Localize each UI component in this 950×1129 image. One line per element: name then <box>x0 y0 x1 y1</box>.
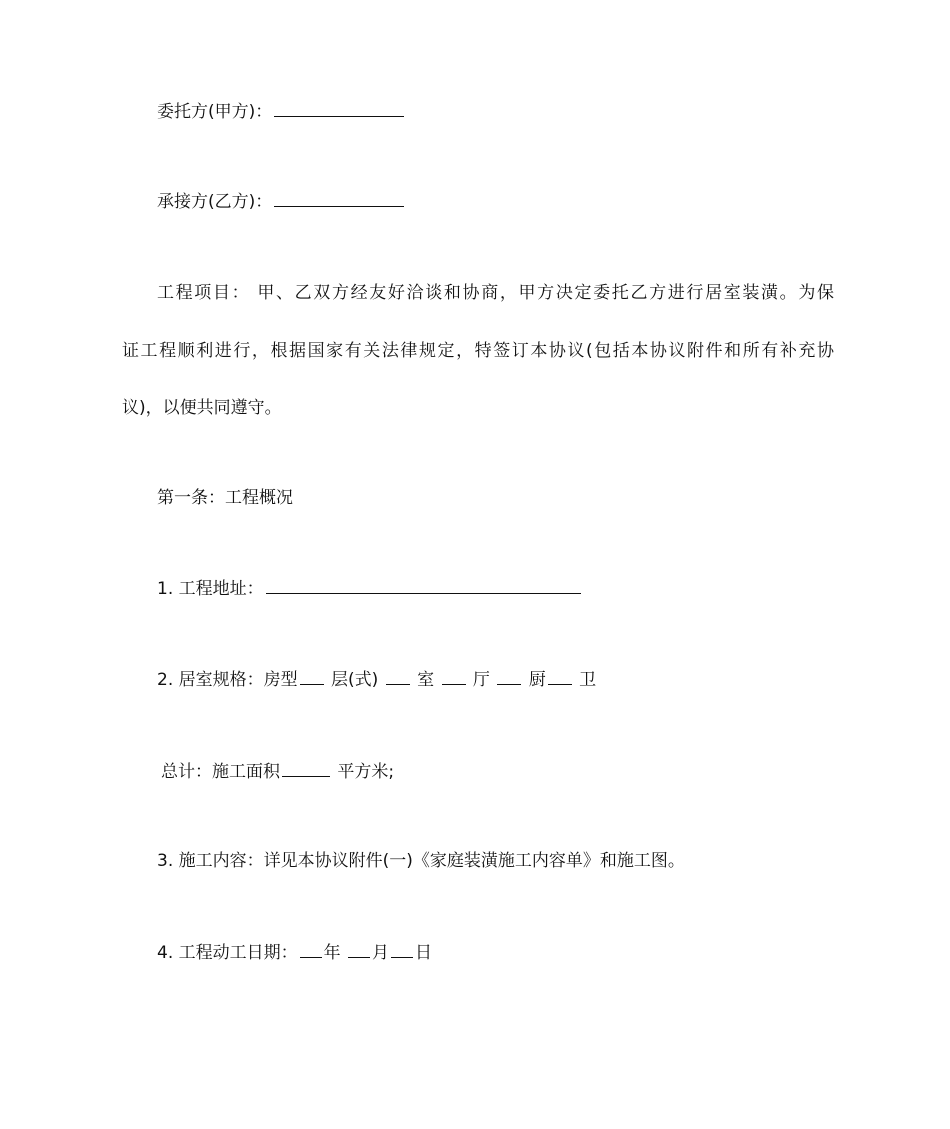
address-label: 1. 工程地址： <box>157 579 264 599</box>
party-b-line <box>157 189 834 214</box>
spec-hall-blank <box>442 667 466 685</box>
start-date-line <box>157 940 834 965</box>
project-paragraph-line-1: 工程项目： 甲、乙双方经友好洽谈和协商，甲方决定委托乙方进行居室装潢。为保 <box>157 283 834 303</box>
start-year-label: 年 <box>323 943 341 963</box>
party-b-label: 承接方(乙方)： <box>157 192 273 212</box>
spec-type-blank <box>300 667 324 685</box>
start-month-label: 月 <box>372 943 390 963</box>
start-year-blank <box>300 940 322 958</box>
total-unit: 平方米; <box>337 762 395 782</box>
total-line <box>161 759 834 784</box>
spec-room-blank <box>386 667 410 685</box>
spec-kitchen-blank <box>497 667 521 685</box>
party-b-blank <box>274 189 404 207</box>
spec-kitchen-label: 厨 <box>528 670 546 690</box>
article-1-title: 第一条：工程概况 <box>157 488 293 508</box>
spec-line <box>157 667 834 692</box>
spec-label: 2. 居室规格：房型 <box>157 670 298 690</box>
party-a-label: 委托方(甲方)： <box>157 102 273 122</box>
spec-room-label: 室 <box>417 670 435 690</box>
project-paragraph-line-2: 证工程顺利进行，根据国家有关法律规定，特签订本协议(包括本协议附件和所有补充协 <box>122 341 834 361</box>
spec-bath-label: 卫 <box>579 670 597 690</box>
spec-bath-blank <box>548 667 572 685</box>
address-blank <box>266 576 581 594</box>
start-day-blank <box>391 940 413 958</box>
address-line <box>157 576 834 601</box>
total-area-blank <box>282 759 330 777</box>
party-a-line <box>157 99 834 124</box>
spec-floor-label: 层(式) <box>331 670 379 690</box>
start-date-label: 4. 工程动工日期： <box>157 943 298 963</box>
project-paragraph-line-3: 议)，以便共同遵守。 <box>122 398 282 418</box>
party-a-blank <box>274 99 404 117</box>
total-label: 总计：施工面积 <box>161 762 280 782</box>
spec-hall-label: 厅 <box>472 670 490 690</box>
content-line: 3. 施工内容：详见本协议附件(一)《家庭装潢施工内容单》和施工图。 <box>157 851 685 871</box>
start-day-label: 日 <box>415 943 433 963</box>
start-month-blank <box>348 940 370 958</box>
